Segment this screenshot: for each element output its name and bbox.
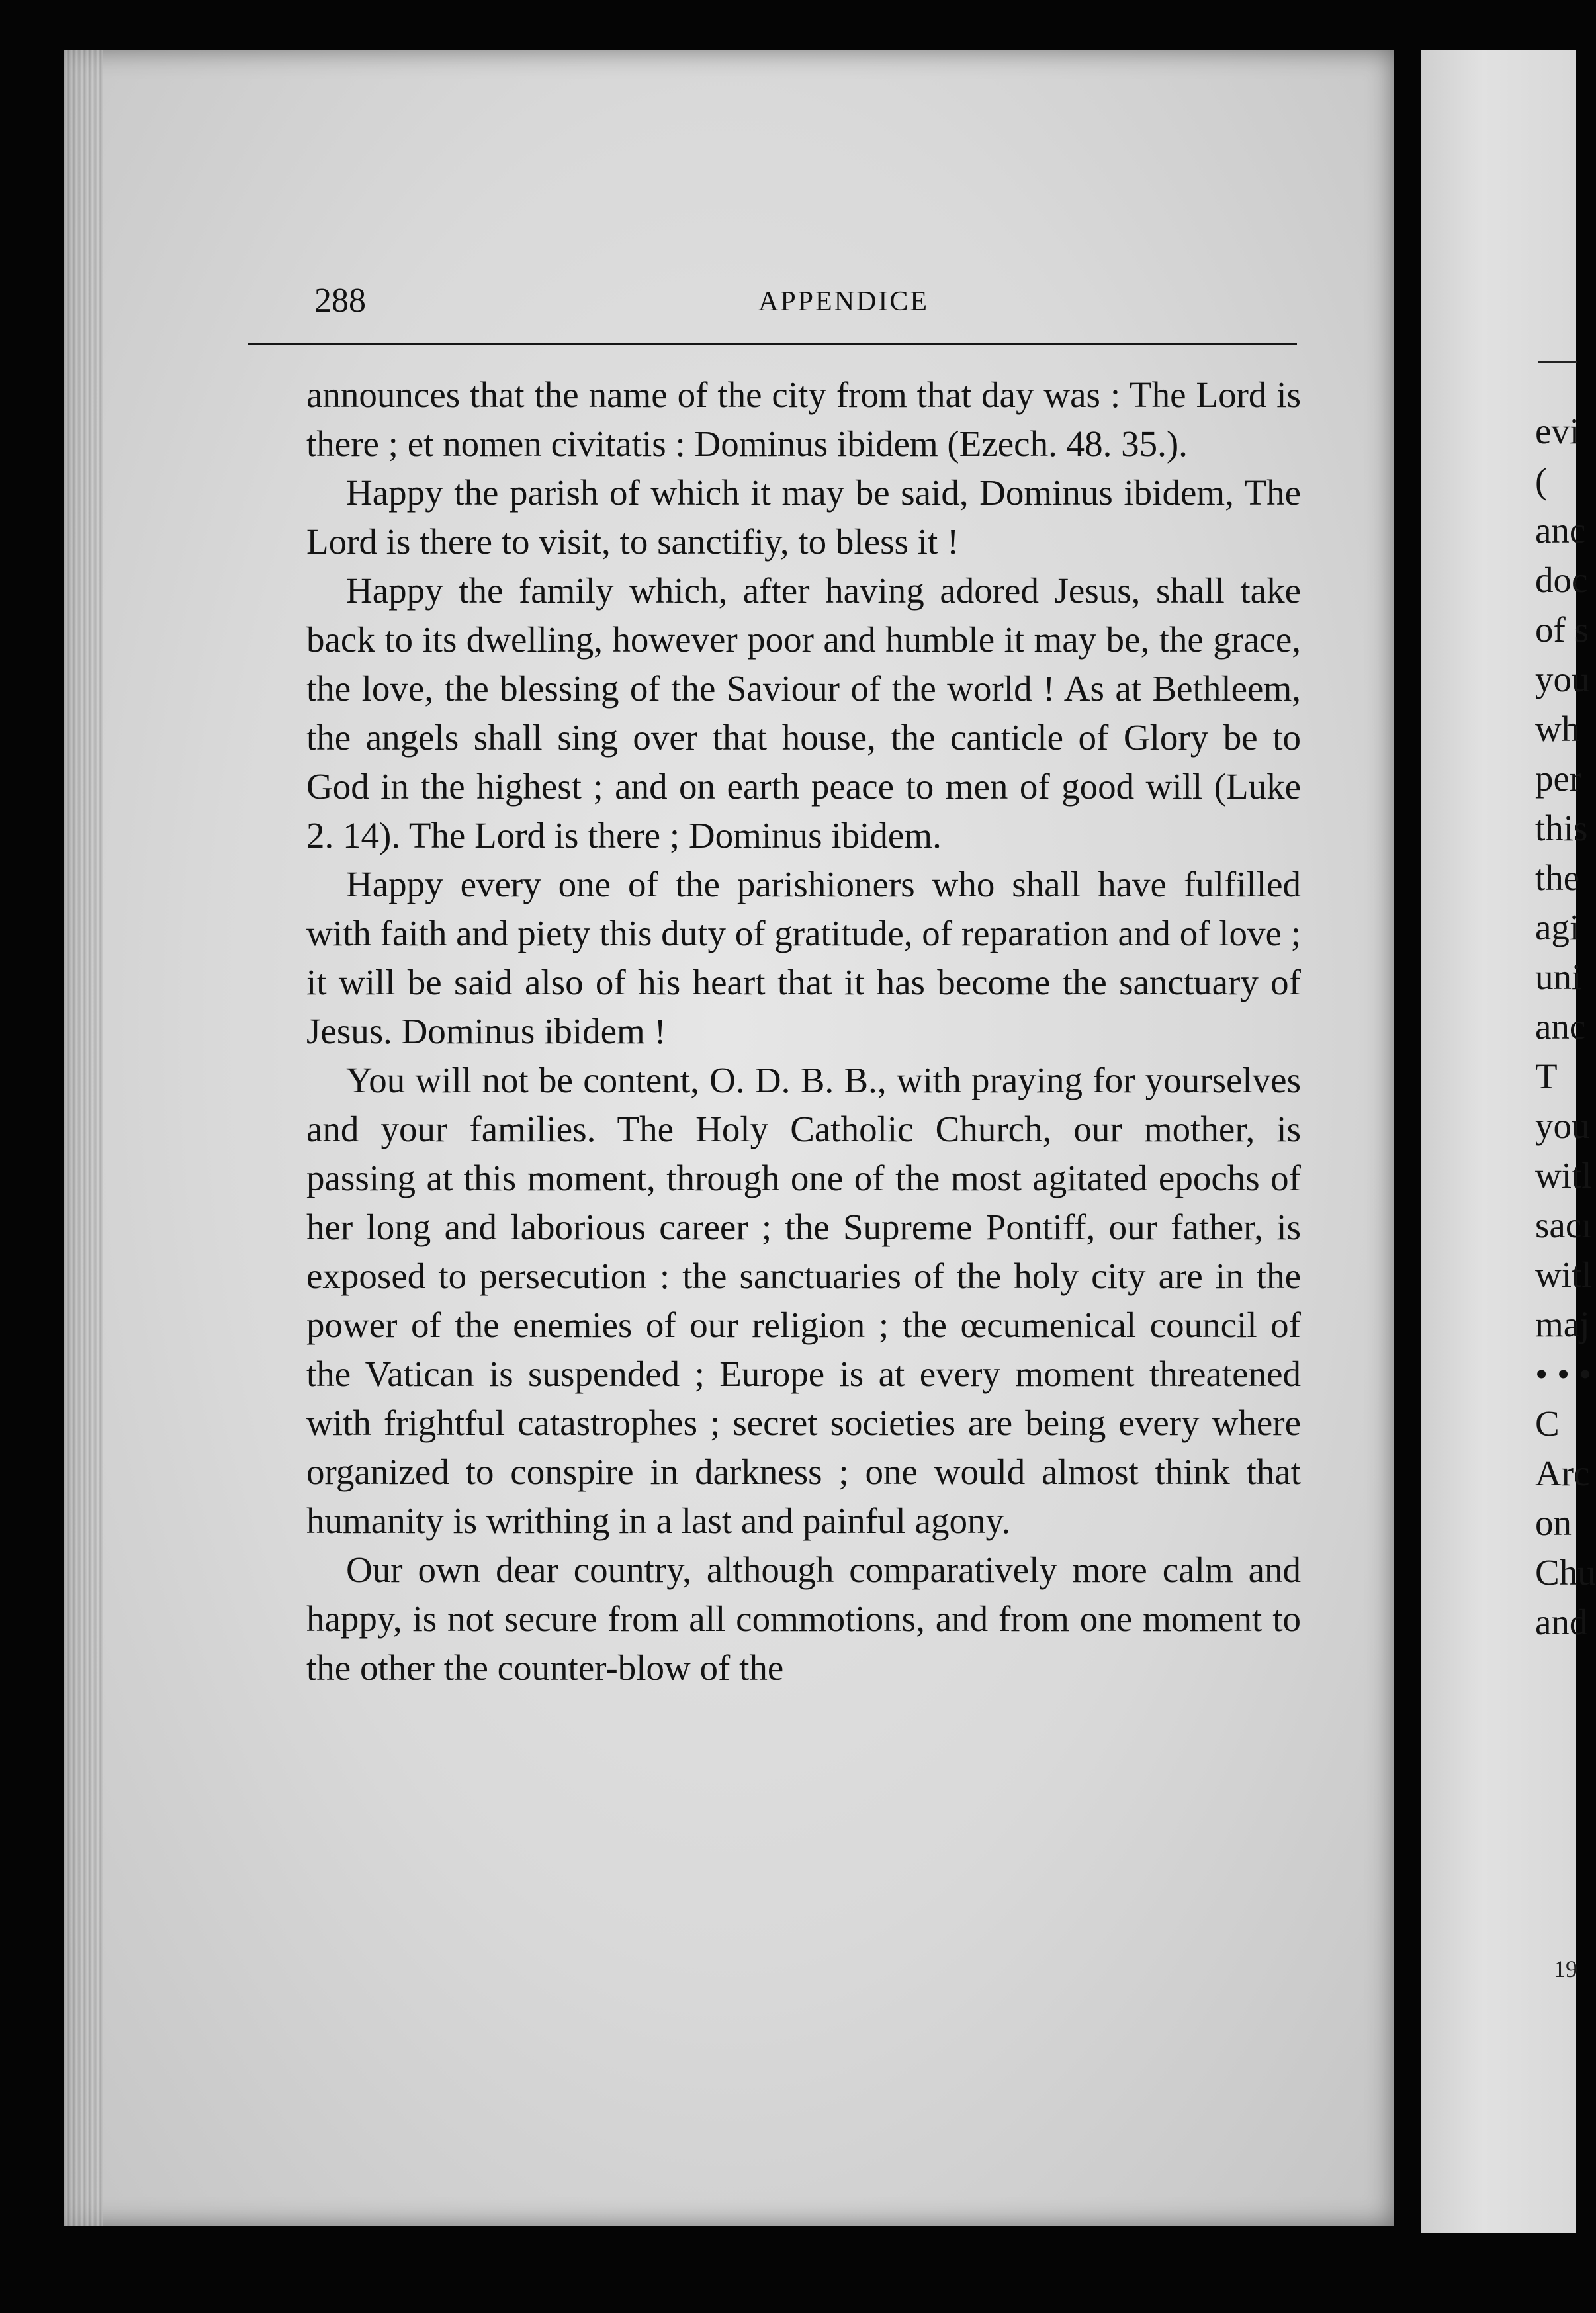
paragraph: Happy the family which, after having adored Jesus, shall take back to its dwelling, however poor and humble it may be, the grace, the love, the blessing of the Saviour of the world ! As at Bethleem, the angels shall sing over that house, the canticle of Glory be to God in the highest ; and on earth peace to men of good will (Luke 2. 14). The Lord is there ; Dominus ibidem.	[306, 570, 1301, 855]
facing-page-fragment: and	[1535, 1602, 1588, 1642]
facing-page-fragment: you	[1535, 659, 1590, 699]
facing-page-rule	[1538, 361, 1577, 363]
facing-page-fragment: Arc	[1535, 1453, 1590, 1493]
facing-page-fragment: agi	[1535, 907, 1580, 947]
facing-page-fragment: wh	[1535, 709, 1580, 749]
page-number: 288	[314, 282, 366, 320]
facing-page-fragment: uni	[1535, 957, 1582, 997]
facing-page-fragment: evi	[1535, 411, 1580, 451]
facing-page-fragment: C	[1535, 1403, 1560, 1444]
running-title: APPENDICE	[758, 286, 930, 317]
facing-page-fragment: this	[1535, 808, 1588, 848]
facing-page-fragment: anc	[1535, 510, 1586, 550]
paragraph: announces that the name of the city from that day was : The Lord is there ; et nomen civitatis : Dominus ibidem (Ezech. 48. 35.).	[306, 374, 1301, 464]
facing-page-fragment: maj	[1535, 1304, 1590, 1344]
facing-page-fragment: T	[1535, 1056, 1558, 1096]
facing-page-fragment: of s	[1535, 609, 1589, 650]
paragraph: You will not be content, O. D. B. B., with praying for yourselves and your families. The Holy Catholic Church, our mother, is passing at this moment, through one of the most agitated epochs of her long and laborious career ; the Supreme Pontiff, our father, is exposed to persecution : the sanctuaries of the holy city are in the power of the enemies of our religion ; the œcumenical council of the Vatican is suspended ; Europe is at every moment threatened with frightful catastrophes ; secret societies are being every where organized to conspire in darkness ; one would almost think that humanity is writhing in a last and painful agony.	[306, 1060, 1301, 1541]
facing-page-fragment: (	[1535, 460, 1548, 501]
facing-page-fragment: Chu	[1535, 1552, 1596, 1593]
facing-page	[1421, 50, 1596, 2233]
facing-page-fragment: sacı	[1535, 1205, 1592, 1245]
facing-page-fragment: per	[1535, 758, 1582, 799]
facing-page-fragment: the	[1535, 857, 1580, 898]
running-head	[248, 225, 1297, 318]
paragraph: Happy the parish of which it may be said, Dominus ibidem, The Lord is there to visit, to sanctifiy, to bless it !	[306, 472, 1301, 562]
facing-page-fragment: anc	[1535, 1006, 1586, 1047]
paragraph: Happy every one of the parishioners who shall have fulfilled with faith and piety this duty of gratitude, of reparation and of love ; it will be said also of his heart that it has become the sanctuary of Jesus. Dominus ibidem !	[306, 864, 1301, 1051]
page-edges	[64, 50, 103, 2226]
facing-page-fragment: witl	[1535, 1155, 1592, 1196]
facing-page-fragment: witl	[1535, 1254, 1592, 1295]
facing-page-fragment: • • •	[1535, 1354, 1592, 1394]
facing-page-number: 19	[1554, 1956, 1577, 1982]
header-rule	[248, 343, 1297, 345]
paragraph: Our own dear country, although comparatively more calm and happy, is not secure from all commotions, and from one moment to the other the counter-blow of the	[306, 1549, 1301, 1688]
body-text	[306, 371, 1301, 1692]
facing-page-fragment: doc	[1535, 560, 1588, 600]
facing-page-fragment: on	[1535, 1503, 1572, 1543]
facing-page-fragment: you	[1535, 1106, 1590, 1146]
